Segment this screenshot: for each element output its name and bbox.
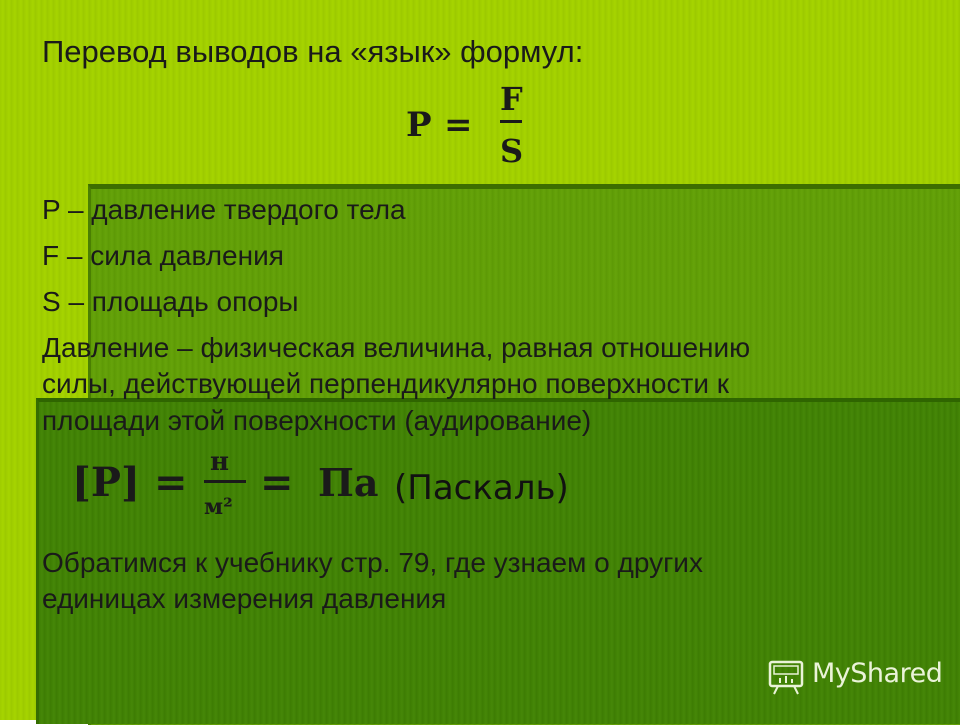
slide-title: Перевод выводов на «язык» формул: <box>42 34 584 69</box>
fraction-bar <box>500 120 522 123</box>
unit-name: (Паскаль) <box>394 468 569 508</box>
definition-p: P – давление твердого тела <box>42 194 406 225</box>
unit-formula <box>72 440 382 520</box>
unit-formula-denominator: м² <box>204 494 233 520</box>
unit-fraction-bar <box>204 480 246 483</box>
reference-line: Обратимся к учебнику стр. 79, где узнаем о других <box>42 547 703 578</box>
watermark-label: MyShared <box>812 658 943 689</box>
paragraph-line: силы, действующей перпендикулярно поверхности к <box>42 368 729 400</box>
definition-s: S – площадь опоры <box>42 286 299 317</box>
reference-line: единицах измерения давления <box>42 583 447 615</box>
formula-equals: = <box>444 105 473 145</box>
pressure-formula <box>404 80 534 170</box>
formula-denominator: S <box>500 132 524 170</box>
formula-lhs: P <box>406 105 432 145</box>
pressure-definition-paragraph <box>42 330 922 439</box>
unit-formula-numerator: н <box>210 447 230 477</box>
definition-f: F – сила давления <box>42 240 284 271</box>
unit-formula-unit: Па <box>318 460 379 505</box>
unit-formula-equals-1: = <box>154 459 188 506</box>
paragraph-line: площади этой поверхности (аудирование) <box>42 404 592 436</box>
formula-numerator: F <box>500 80 523 118</box>
textbook-reference <box>42 545 922 618</box>
paragraph-line: Давление – физическая величина, равная отношению <box>42 332 751 363</box>
unit-formula-lhs: [P] <box>72 459 140 506</box>
unit-formula-equals-2: = <box>260 459 294 506</box>
